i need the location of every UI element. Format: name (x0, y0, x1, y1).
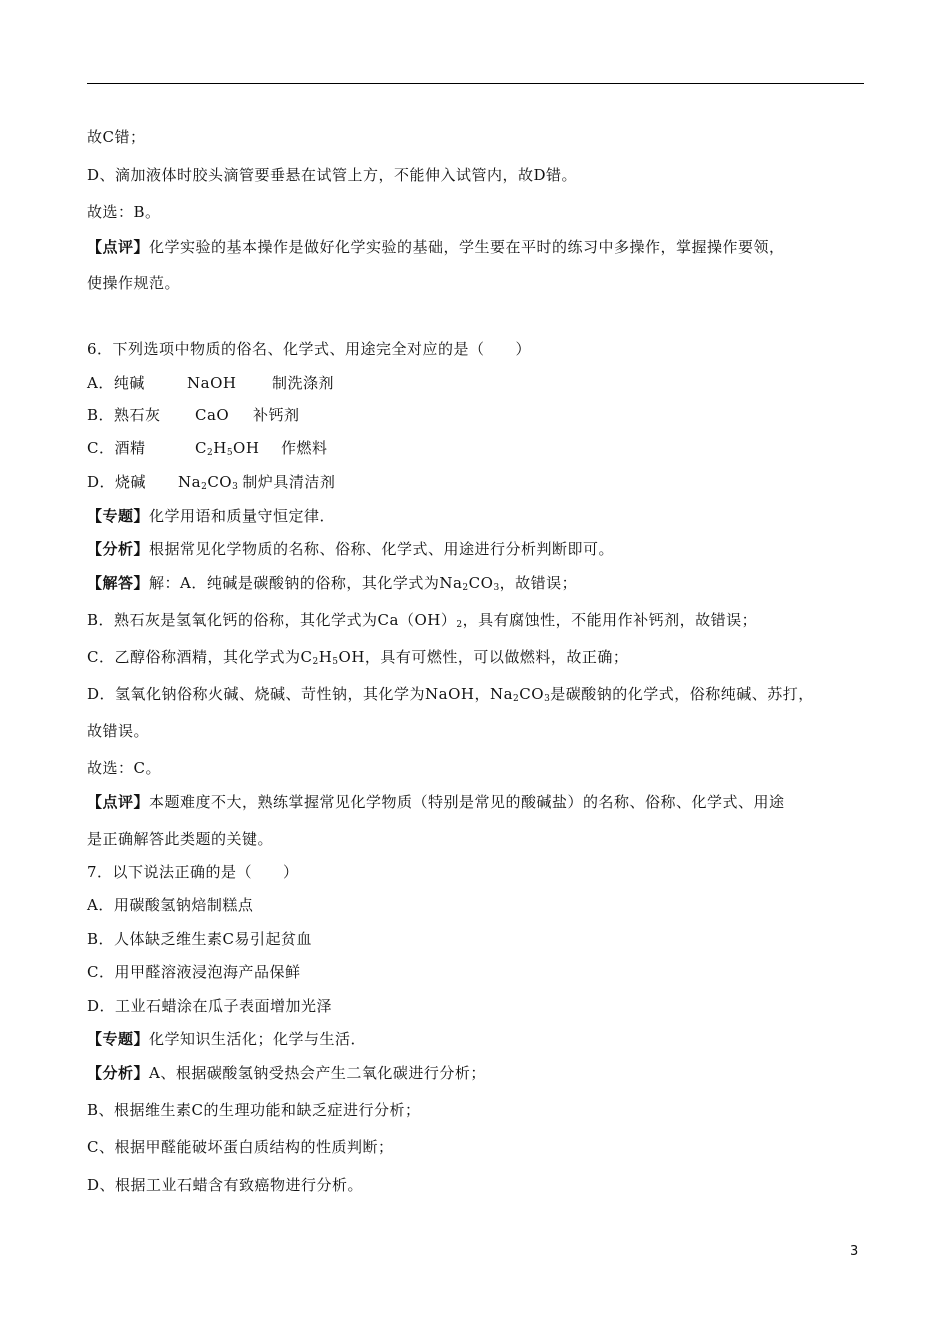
answer-text: OH，具有可燃性，可以做燃料，故正确； (338, 648, 629, 666)
topic-tag: 【专题】 (87, 507, 150, 525)
subscript: 5 (332, 657, 339, 667)
q7-option-c: C．用甲醛溶液浸泡海产品保鲜 (87, 963, 301, 981)
q7-topic (87, 1029, 366, 1049)
q6-answer-c (87, 647, 628, 667)
subscript: 2 (456, 620, 463, 630)
page-number: 3 (850, 1244, 859, 1259)
q6-option-a (87, 373, 334, 393)
text-line: C、根据甲醛能破坏蛋白质结构的性质判断； (87, 1138, 394, 1156)
subscript: 3 (544, 694, 551, 704)
analysis-text: A、根据碳酸氢钠受热会产生二氧化碳进行分析； (149, 1064, 486, 1082)
q7-analysis (87, 1063, 486, 1083)
subscript: 3 (232, 482, 239, 492)
formula-part: Na (178, 473, 202, 491)
option-formula (195, 438, 281, 458)
text-line: 故错误。 (87, 722, 150, 740)
comment-text: 化学实验的基本操作是做好化学实验的基础，学生要在平时的练习中多操作，掌握操作要领， (149, 238, 785, 256)
answer-text: CO (468, 574, 494, 592)
q6-choice: 故选：C。 (87, 759, 161, 777)
formula-part: CO (207, 473, 233, 491)
answer-text: H (318, 648, 333, 666)
q6-option-d (87, 472, 335, 492)
header-rule (87, 83, 864, 84)
formula-part: C (195, 439, 207, 457)
text-line: 是正确解答此类题的关键。 (87, 830, 274, 848)
text-line: B、根据维生素C的生理功能和缺乏症进行分析； (87, 1101, 421, 1119)
option-label: B．熟石灰 (87, 406, 161, 424)
option-formula: CaO (195, 406, 230, 424)
q6-answer-b (87, 610, 757, 630)
text-line: D、根据工业石蜡含有致癌物进行分析。 (87, 1176, 364, 1194)
answer-text: C．乙醇俗称酒精，其化学式为C (87, 648, 313, 666)
subscript: 2 (206, 448, 214, 458)
option-use: 补钙剂 (253, 406, 300, 424)
analysis-text: 根据常见化学物质的名称、俗称、化学式、用途进行分析判断即可。 (149, 540, 615, 558)
comment-tag: 【点评】 (87, 793, 150, 811)
topic-text: 化学知识生活化；化学与生活． (149, 1030, 367, 1048)
option-use: 制洗涤剂 (272, 374, 335, 392)
question-6-stem: 6．下列选项中物质的俗名、化学式、用途完全对应的是（ ） (87, 340, 532, 358)
q6-option-b (87, 405, 300, 425)
topic-text: 化学用语和质量守恒定律． (149, 507, 336, 525)
answer-text: 解：A．纯碱是碳酸钠的俗称，其化学式为Na (149, 574, 463, 592)
subscript: 3 (493, 583, 500, 593)
option-label: D．烧碱 (87, 473, 147, 491)
comment-text: 本题难度不大，熟练掌握常见化学物质（特别是常见的酸碱盐）的名称、俗称、化学式、用途 (149, 793, 785, 811)
q7-option-a: A．用碳酸氢钠焙制糕点 (87, 896, 254, 914)
q6-option-c (87, 438, 328, 458)
answer-text: D．氢氧化钠俗称火碱、烧碱、苛性钠，其化学为NaOH，Na (87, 685, 514, 703)
subscript: 2 (513, 694, 520, 704)
option-use: 作燃料 (281, 439, 328, 457)
option-label: A．纯碱 (87, 374, 145, 392)
comment-tag: 【点评】 (87, 238, 150, 256)
q7-option-b: B．人体缺乏维生素C易引起贫血 (87, 930, 313, 948)
q6-answer-a (87, 573, 577, 593)
question-7-stem: 7．以下说法正确的是（ ） (87, 863, 299, 881)
answer-text: B．熟石灰是氢氧化钙的俗称，其化学式为Ca（OH） (87, 611, 457, 629)
option-formula (178, 472, 238, 492)
answer-tag: 【解答】 (87, 574, 150, 592)
q7-option-d: D．工业石蜡涂在瓜子表面增加光泽 (87, 997, 333, 1015)
answer-text: CO (519, 685, 545, 703)
text-line: 使操作规范。 (87, 274, 181, 292)
subscript: 5 (226, 448, 234, 458)
text-line: 故C错； (87, 128, 146, 146)
subscript: 2 (462, 583, 469, 593)
analysis-tag: 【分析】 (87, 540, 150, 558)
answer-text: ，故错误； (499, 574, 578, 592)
analysis-tag: 【分析】 (87, 1064, 150, 1082)
q6-topic (87, 506, 335, 526)
q6-comment (87, 792, 785, 812)
q6-analysis (87, 539, 614, 559)
answer-text: 是碳酸钠的化学式，俗称纯碱、苏打， (550, 685, 814, 703)
answer-text: ，具有腐蚀性，不能用作补钙剂，故错误； (462, 611, 758, 629)
option-label: C．酒精 (87, 439, 146, 457)
text-line: 故选：B。 (87, 203, 161, 221)
q6-answer-d (87, 684, 814, 704)
text-line: D、滴加液体时胶头滴管要垂悬在试管上方，不能伸入试管内，故D错。 (87, 166, 578, 184)
comment-line (87, 237, 785, 257)
subscript: 2 (201, 482, 208, 492)
option-use: 制炉具清洁剂 (242, 473, 336, 491)
formula-part: H (213, 439, 227, 457)
formula-part: OH (233, 439, 260, 457)
option-formula: NaOH (187, 374, 237, 392)
subscript: 2 (312, 657, 319, 667)
topic-tag: 【专题】 (87, 1030, 150, 1048)
